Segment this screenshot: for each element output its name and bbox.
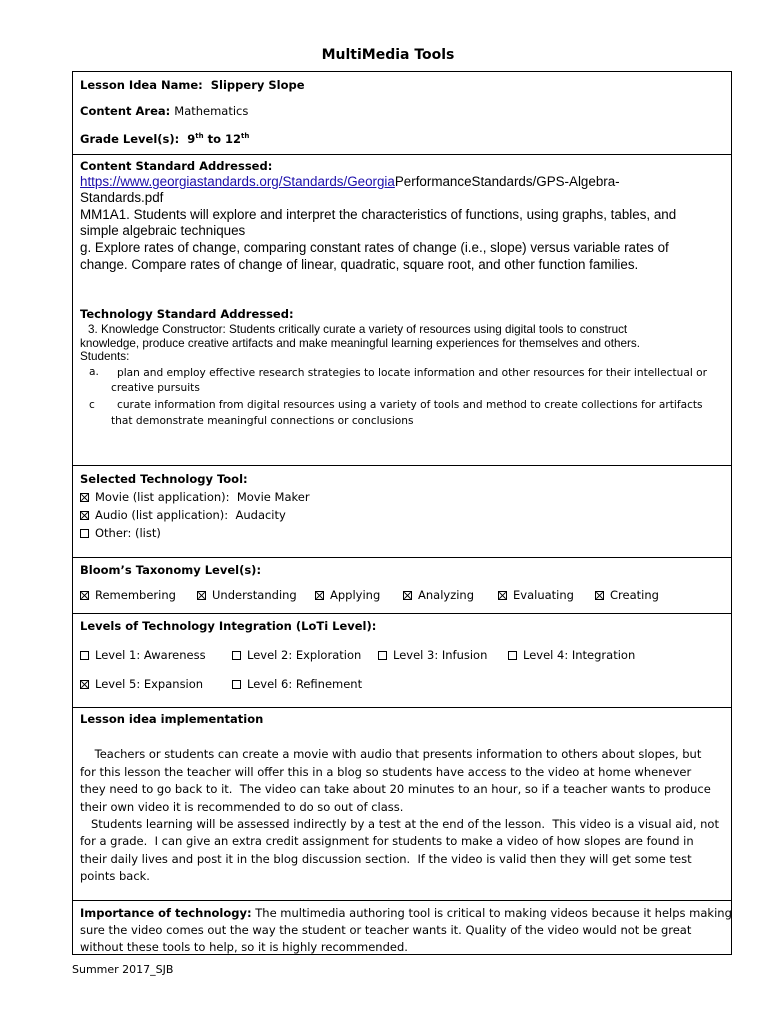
standards-row — [73, 155, 731, 466]
implementation-line: points back. — [80, 869, 150, 884]
tech-item-c-line1: curate information from digital resources using a variety of tools and method to create collections for artifacts — [117, 399, 703, 411]
blooms-analyzing — [403, 588, 474, 603]
evaluating-label: Evaluating — [513, 588, 574, 602]
grade-to: to 12 — [207, 131, 242, 146]
implementation-line: Teachers or students can create a movie with audio that presents information to others about slopes, but — [80, 747, 702, 762]
blooms-remembering — [80, 588, 176, 603]
evaluating-checkbox[interactable] — [498, 591, 507, 600]
tech-standard-line2: knowledge, produce creative artifacts and make meaningful learning experiences for themselves and others. — [80, 337, 641, 350]
importance-row — [73, 901, 731, 954]
level6-label: Level 6: Refinement — [247, 677, 363, 691]
implementation-line: for a grade. I can give an extra credit assignment for students to make a video of how slopes are found in — [80, 834, 694, 849]
movie-label: Movie (list application): — [95, 490, 230, 504]
importance-line3: without these tools to help, so it is highly recommended. — [80, 940, 408, 954]
implementation-row — [73, 708, 731, 901]
standard-link-line — [80, 173, 620, 190]
tool-audio-option — [80, 508, 286, 523]
blooms-row — [73, 558, 731, 614]
tech-standard-line3: Students: — [80, 350, 130, 363]
content-area-value: Mathematics — [174, 104, 249, 118]
grade-from: 9 — [187, 131, 196, 146]
importance-line1 — [80, 905, 732, 922]
blooms-creating — [595, 588, 659, 603]
loti-level6 — [232, 677, 362, 692]
importance-line1-text: The multimedia authoring tool is critical to making videos because it helps making — [255, 906, 732, 920]
blooms-heading: Bloom’s Taxonomy Level(s): — [80, 563, 262, 577]
lesson-table — [72, 71, 732, 955]
applying-checkbox[interactable] — [315, 591, 324, 600]
loti-level5 — [80, 677, 203, 692]
content-area-label: Content Area: — [80, 104, 171, 118]
lesson-idea-value: Slippery Slope — [210, 78, 305, 92]
standard-link-line2: Standards.pdf — [80, 190, 164, 205]
implementation-line: their own video it is recommended to do so out of class. — [80, 799, 404, 814]
implementation-line: Students learning will be assessed indirectly by a test at the end of the lesson. This video is a visual aid, not — [80, 817, 719, 832]
applying-label: Applying — [330, 588, 381, 602]
importance-line2: sure the video comes out the way the student or teacher wants it. Quality of the video would not be great — [80, 923, 692, 937]
other-checkbox[interactable] — [80, 529, 89, 538]
level3-checkbox[interactable] — [378, 651, 387, 660]
creating-checkbox[interactable] — [595, 591, 604, 600]
standards-link[interactable]: https://www.georgiastandards.org/Standards/Georgia — [80, 174, 395, 189]
tech-item-c-marker: c — [89, 399, 95, 411]
remembering-label: Remembering — [95, 588, 176, 602]
level2-checkbox[interactable] — [232, 651, 241, 660]
grade-to-sup: th — [241, 132, 250, 140]
other-label: Other: (list) — [95, 526, 161, 540]
tech-item-a-line2: creative pursuits — [111, 382, 200, 394]
loti-row — [73, 614, 731, 708]
tech-tool-heading: Selected Technology Tool: — [80, 472, 248, 486]
audio-value: Audacity — [235, 508, 286, 522]
loti-level3 — [378, 648, 487, 663]
analyzing-checkbox[interactable] — [403, 591, 412, 600]
implementation-line: they need to go back to it. The video can take about 20 minutes to an hour, so if a teacher wants to produce — [80, 782, 711, 797]
blooms-understanding — [197, 588, 297, 603]
importance-heading: Importance of technology: — [80, 906, 252, 920]
understanding-checkbox[interactable] — [197, 591, 206, 600]
lesson-idea-label: Lesson Idea Name: — [80, 78, 203, 92]
level6-checkbox[interactable] — [232, 680, 241, 689]
page-title: MultiMedia Tools — [321, 47, 455, 63]
level1-label: Level 1: Awareness — [95, 648, 206, 662]
movie-value: Movie Maker — [236, 490, 310, 504]
implementation-text — [80, 729, 720, 886]
level1-checkbox[interactable] — [80, 651, 89, 660]
audio-label: Audio (list application): — [95, 508, 229, 522]
content-area-line — [80, 104, 248, 119]
implementation-heading: Lesson idea implementation — [80, 712, 264, 726]
level2-label: Level 2: Exploration — [247, 648, 362, 662]
tech-standard-line1: 3. Knowledge Constructor: Students critically curate a variety of resources using digital tools to construct — [88, 323, 628, 336]
g-standard-line2: change. Compare rates of change of linear, quadratic, square root, and other function families. — [80, 257, 639, 272]
loti-level4 — [508, 648, 635, 663]
implementation-line: their daily lives and post it in the blog discussion section. If the video is valid then they will get some test — [80, 851, 692, 866]
level3-label: Level 3: Infusion — [393, 648, 488, 662]
level4-label: Level 4: Integration — [523, 648, 636, 662]
blooms-applying — [315, 588, 380, 603]
tech-standard-heading: Technology Standard Addressed: — [80, 307, 294, 321]
mm-standard-line1: MM1A1. Students will explore and interpret the characteristics of functions, using graphs, tables, and — [80, 207, 677, 222]
content-standard-heading: Content Standard Addressed: — [80, 159, 273, 173]
grade-level-label: Grade Level(s): — [80, 131, 180, 146]
understanding-label: Understanding — [212, 588, 297, 602]
tool-movie-option — [80, 490, 310, 505]
tech-item-a-marker: a. — [89, 366, 99, 378]
movie-checkbox[interactable] — [80, 493, 89, 502]
g-standard-line1: g. Explore rates of change, comparing constant rates of change (i.e., slope) versus variable rates of — [80, 240, 669, 255]
blooms-evaluating — [498, 588, 574, 603]
level5-label: Level 5: Expansion — [95, 677, 204, 691]
tool-other-option — [80, 526, 161, 541]
implementation-line: for this lesson the teacher will offer this in a blog so students have access to the video at home whenever — [80, 764, 692, 779]
standards-link-rest: PerformanceStandards/GPS-Algebra- — [394, 174, 620, 189]
tech-item-a-line1: plan and employ effective research strategies to locate information and other resources for their intellectual or — [117, 367, 707, 379]
loti-level2 — [232, 648, 361, 663]
tech-item-c-line2: that demonstrate meaningful connections or conclusions — [111, 415, 414, 427]
grade-from-sup: th — [195, 132, 204, 140]
tech-tool-row — [73, 466, 731, 558]
lesson-info-row — [73, 72, 731, 155]
loti-level1 — [80, 648, 206, 663]
lesson-idea-line — [80, 78, 305, 93]
audio-checkbox[interactable] — [80, 511, 89, 520]
creating-label: Creating — [610, 588, 659, 602]
loti-heading: Levels of Technology Integration (LoTi Level): — [80, 619, 377, 633]
level4-checkbox[interactable] — [508, 651, 517, 660]
remembering-checkbox[interactable] — [80, 591, 89, 600]
page-footer: Summer 2017_SJB — [72, 963, 174, 976]
level5-checkbox[interactable] — [80, 680, 89, 689]
mm-standard-line2: simple algebraic techniques — [80, 223, 246, 238]
grade-level-line — [80, 129, 249, 147]
analyzing-label: Analyzing — [418, 588, 475, 602]
